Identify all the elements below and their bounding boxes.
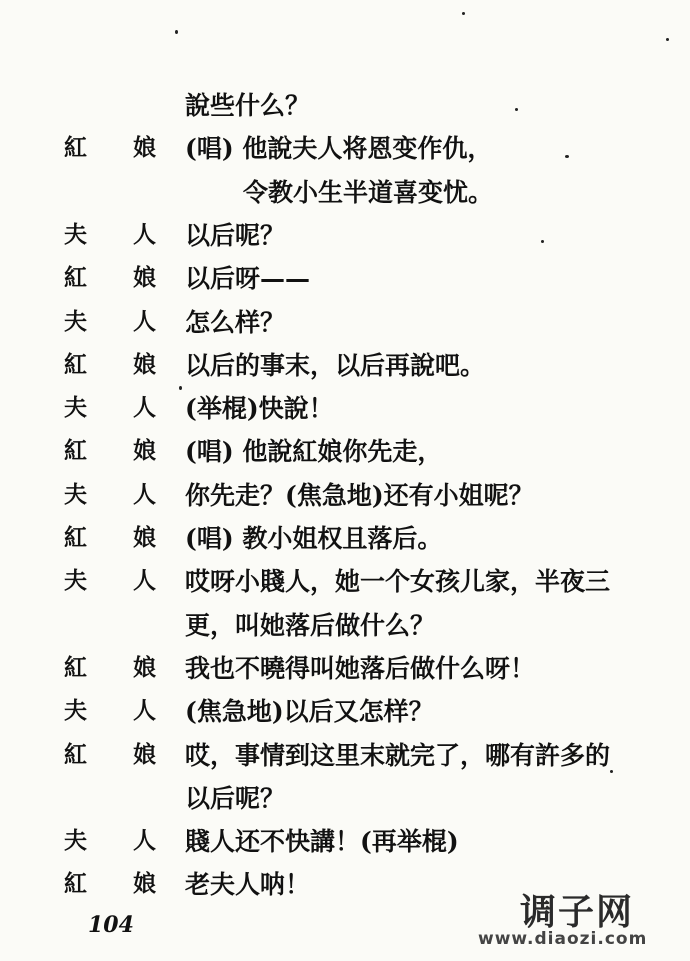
dialogue-text: 以后呀—— — [185, 264, 311, 294]
scan-speck — [515, 108, 518, 111]
script-line — [0, 169, 690, 209]
speaker-name: 夫 人 — [64, 307, 156, 335]
speaker-name: 紅 娘 — [64, 437, 156, 465]
dialogue-text: (举棍)快說！ — [185, 394, 334, 424]
speaker-name: 紅 娘 — [64, 264, 156, 292]
dialogue-text: 更，叫她落后做什么？ — [185, 610, 436, 640]
script-line — [0, 818, 690, 858]
dialogue-text: 哎，事情到这里末就完了，哪有許多的 — [185, 740, 611, 770]
dialogue-text: 怎么样？ — [185, 307, 286, 337]
dialogue-text: 說些什么？ — [185, 91, 311, 120]
scan-speck — [610, 770, 613, 773]
watermark-url: www.diaozi.com — [478, 929, 648, 949]
script-line — [0, 558, 690, 598]
script-line — [0, 385, 690, 425]
speaker-name: 夫 人 — [64, 394, 156, 422]
dialogue-text: (唱) 教小姐权且落后。 — [185, 524, 443, 553]
speaker-name: 紅 娘 — [64, 524, 156, 551]
script-line — [0, 342, 690, 382]
script-line — [0, 82, 690, 122]
script-line — [0, 472, 690, 512]
script-line — [0, 775, 690, 815]
script-line — [0, 688, 690, 728]
scan-speck — [541, 240, 544, 243]
script-line — [0, 212, 690, 252]
speaker-name: 夫 人 — [64, 480, 156, 508]
speaker-name: 夫 人 — [64, 697, 156, 725]
scan-speck — [565, 155, 569, 158]
scan-speck — [179, 386, 182, 390]
speaker-name: 紅 娘 — [64, 134, 156, 162]
scan-speck — [175, 30, 178, 34]
script-line — [0, 428, 690, 468]
dialogue-text: 以后呢？ — [185, 220, 286, 250]
dialogue-text: 哎呀小賤人，她一个女孩儿家，半夜三 — [185, 567, 611, 597]
speaker-name: 夫 人 — [64, 567, 156, 595]
dialogue-text: (焦急地)以后又怎样？ — [185, 697, 434, 727]
dialogue-text: 以后的事末，以后再說吧。 — [185, 350, 486, 380]
dialogue-text: 老夫人呐！ — [185, 870, 311, 900]
script-line — [0, 255, 690, 295]
dialogue-text: (唱) 他說夫人将恩变作仇， — [185, 134, 493, 164]
scan-speck — [462, 12, 465, 15]
script-line — [0, 645, 690, 685]
dialogue-text: 我也不曉得叫她落后做什么呀！ — [185, 653, 536, 683]
page-number: 104 — [88, 912, 134, 938]
watermark-title: 调子网 — [520, 892, 635, 933]
speaker-name: 紅 娘 — [64, 653, 156, 681]
scan-speck — [666, 38, 669, 41]
script-line — [0, 515, 690, 555]
speaker-name: 夫 人 — [64, 220, 156, 248]
dialogue-text: 賤人还不快講！(再举棍) — [185, 827, 459, 857]
dialogue-text: 以后呢？ — [185, 783, 286, 813]
speaker-name: 紅 娘 — [64, 870, 156, 898]
script-line — [0, 732, 690, 772]
dialogue-text: (唱) 他說紅娘你先走， — [185, 437, 443, 467]
speaker-name: 紅 娘 — [64, 740, 156, 768]
dialogue-text: 你先走？(焦急地)还有小姐呢？ — [185, 480, 534, 510]
script-line — [0, 299, 690, 339]
script-line — [0, 125, 690, 165]
speaker-name: 紅 娘 — [64, 350, 156, 378]
script-line — [0, 602, 690, 642]
speaker-name: 夫 人 — [64, 827, 156, 855]
dialogue-text: 令教小生半道喜变忧。 — [243, 177, 494, 207]
